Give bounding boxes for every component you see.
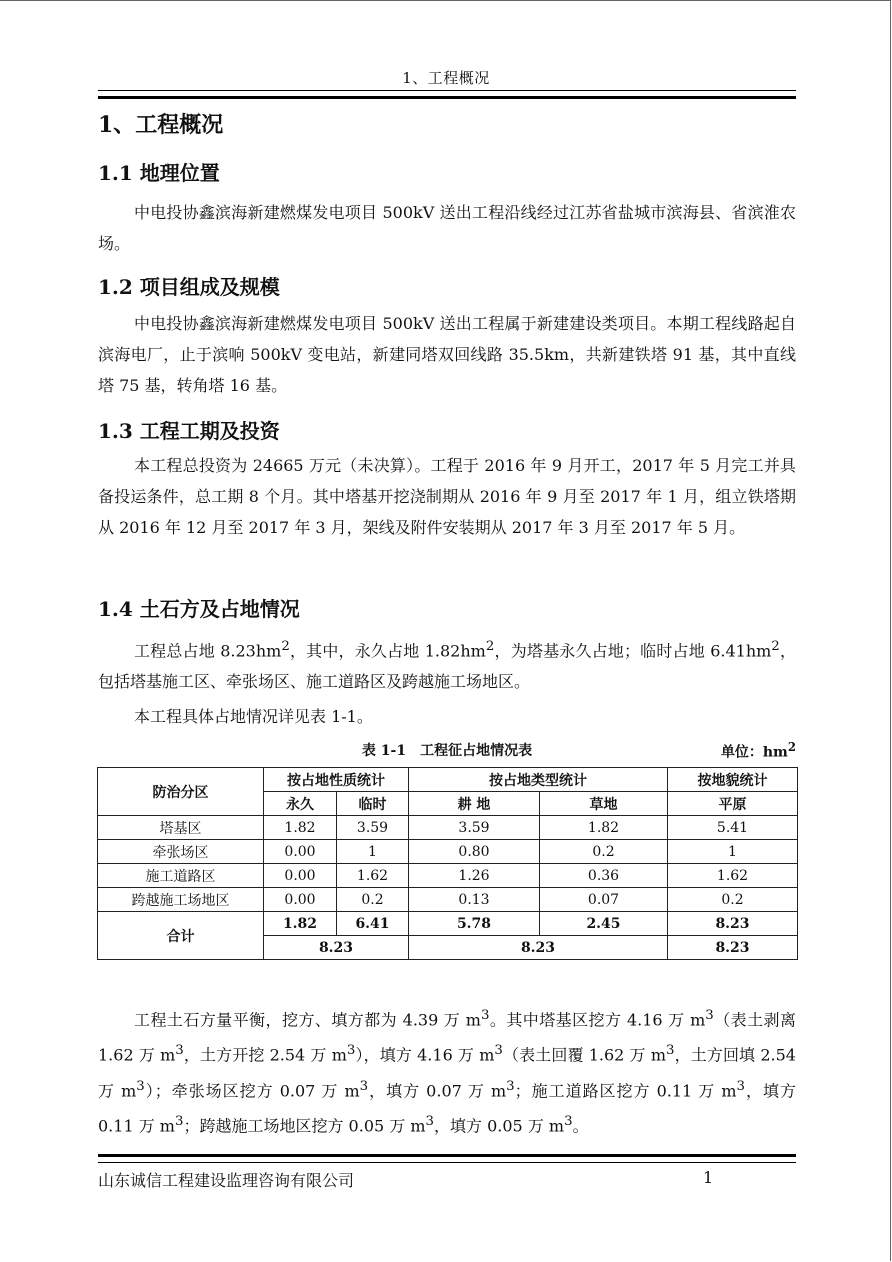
section-heading-1-1: 1.1 地理位置 xyxy=(98,161,220,185)
cell-temporary: 1 xyxy=(337,840,409,864)
total-permanent: 1.82 xyxy=(264,912,337,936)
cell-temporary: 1.62 xyxy=(337,864,409,888)
section-text-1-4-landuse: 工程总占地 $8.23hm^2$，其中，永久占地 $1.82hm^2$，为塔基永久占地；临时占地 $6.41hm^2$，包括塔基施工区、牵张场区、施工道路区及跨越施工场地区。 xyxy=(98,639,796,692)
cell-temporary: 0.2 xyxy=(337,888,409,912)
grand-total-type: 8.23 xyxy=(409,936,668,960)
cell-permanent: 0.00 xyxy=(264,888,337,912)
section-heading-1-2: 1.2 项目组成及规模 xyxy=(98,275,280,299)
table-row xyxy=(98,840,798,864)
cell-grassland: 1.82 xyxy=(540,816,668,840)
section-text-1-3: 本工程总投资为 24665 万元（未决算）。工程于 2016 年 9 月开工，2017 年 5 月完工并具备投运条件，总工期 8 个月。其中塔基开挖浇制期从 2016 年 9 月至 2017 年 1 月，组立铁塔期从 2016 年 12 月至 2017 年 3 月，架线及附件安装期从 2017 年 3 月至 2017 年 5 月。 xyxy=(98,456,796,537)
cell-temporary: 3.59 xyxy=(337,816,409,840)
table-title: 表 1-1 工程征占地情况表 xyxy=(361,743,533,759)
section-heading-1-3: 1.3 工程工期及投资 xyxy=(98,419,280,443)
cell-zone: 跨越施工场地区 xyxy=(98,888,264,912)
header-by-nature: 按占地性质统计 xyxy=(264,768,409,792)
cell-zone: 塔基区 xyxy=(98,816,264,840)
page-number: 1 xyxy=(703,1168,714,1187)
cell-grassland: 0.36 xyxy=(540,864,668,888)
section-text-1-2: 中电投协鑫滨海新建燃煤发电项目 500kV 送出工程属于新建建设类项目。本期工程线路起自滨海电厂，止于滨响 500kV 变电站，新建同塔双回线路 35.5km，共新建铁塔 91 基，其中直线塔 75 基，转角塔 16 基。 xyxy=(98,314,796,395)
table-total-row xyxy=(98,912,798,936)
header-by-terrain: 按地貌统计 xyxy=(668,768,798,792)
cell-plain: 5.41 xyxy=(668,816,798,840)
header-by-type: 按占地类型统计 xyxy=(409,768,668,792)
footer-company: 山东诚信工程建设监理咨询有限公司 xyxy=(98,1171,355,1190)
section-text-1-4-table-ref: 本工程具体占地情况详见表 1-1。 xyxy=(134,707,373,726)
cell-grassland: 0.07 xyxy=(540,888,668,912)
cell-plain: 0.2 xyxy=(668,888,798,912)
header-farmland: 耕 地 xyxy=(409,792,540,816)
total-plain: 8.23 xyxy=(668,912,798,936)
table-unit: 单位：$hm^2$ xyxy=(720,740,796,761)
table-row xyxy=(98,888,798,912)
header-zone: 防治分区 xyxy=(98,768,264,816)
table-row xyxy=(98,816,798,840)
cell-farmland: 1.26 xyxy=(409,864,540,888)
header-temporary: 临时 xyxy=(337,792,409,816)
cell-zone: 牵张场区 xyxy=(98,840,264,864)
header-plain: 平原 xyxy=(668,792,798,816)
total-temporary: 6.41 xyxy=(337,912,409,936)
cell-plain: 1 xyxy=(668,840,798,864)
cell-farmland: 0.80 xyxy=(409,840,540,864)
total-farmland: 5.78 xyxy=(409,912,540,936)
header-grassland: 草地 xyxy=(540,792,668,816)
header-permanent: 永久 xyxy=(264,792,337,816)
header-rule xyxy=(98,90,796,99)
cell-permanent: 1.82 xyxy=(264,816,337,840)
chapter-title: 1、工程概况 xyxy=(98,112,224,138)
cell-permanent: 0.00 xyxy=(264,840,337,864)
table-row xyxy=(98,864,798,888)
total-label: 合计 xyxy=(98,912,264,960)
cell-farmland: 0.13 xyxy=(409,888,540,912)
grand-total-nature: 8.23 xyxy=(264,936,409,960)
cell-farmland: 3.59 xyxy=(409,816,540,840)
running-header: 1、工程概况 xyxy=(402,69,490,87)
grand-total-terrain: 8.23 xyxy=(668,936,798,960)
landuse-table xyxy=(97,767,798,960)
table-header-row xyxy=(98,768,798,792)
cell-grassland: 0.2 xyxy=(540,840,668,864)
cell-plain: 1.62 xyxy=(668,864,798,888)
total-grassland: 2.45 xyxy=(540,912,668,936)
section-heading-1-4: 1.4 土石方及占地情况 xyxy=(98,597,300,621)
section-text-1-1: 中电投协鑫滨海新建燃煤发电项目 500kV 送出工程沿线经过江苏省盐城市滨海县、省滨淮农场。 xyxy=(98,203,796,253)
cell-permanent: 0.00 xyxy=(264,864,337,888)
cell-zone: 施工道路区 xyxy=(98,864,264,888)
table-caption xyxy=(98,740,796,762)
footer-rule xyxy=(98,1154,796,1163)
section-text-earthwork: 工程土石方量平衡，挖方、填方都为 4.39 万 $m^3$。其中塔基区挖方 4.16 万 $m^3$（表土剥离 1.62 万 $m^3$，土方开挖 2.54 万 $m^3$），填方 4.16 万 $m^3$（表土回覆 1.62 万 $m^3$，土方回填 2.54 万 $m^3$）；牵张场区挖方 0.07 万 $m^3$，填方 0.07 万 $m^3$；施工道路区挖方 0.11 万 $m^3$，填方 0.11 万 $m^3$；跨越施工场地区挖方 0.05 万 $m^3$，填方 0.05 万 $m^3$。 xyxy=(98,1008,796,1136)
